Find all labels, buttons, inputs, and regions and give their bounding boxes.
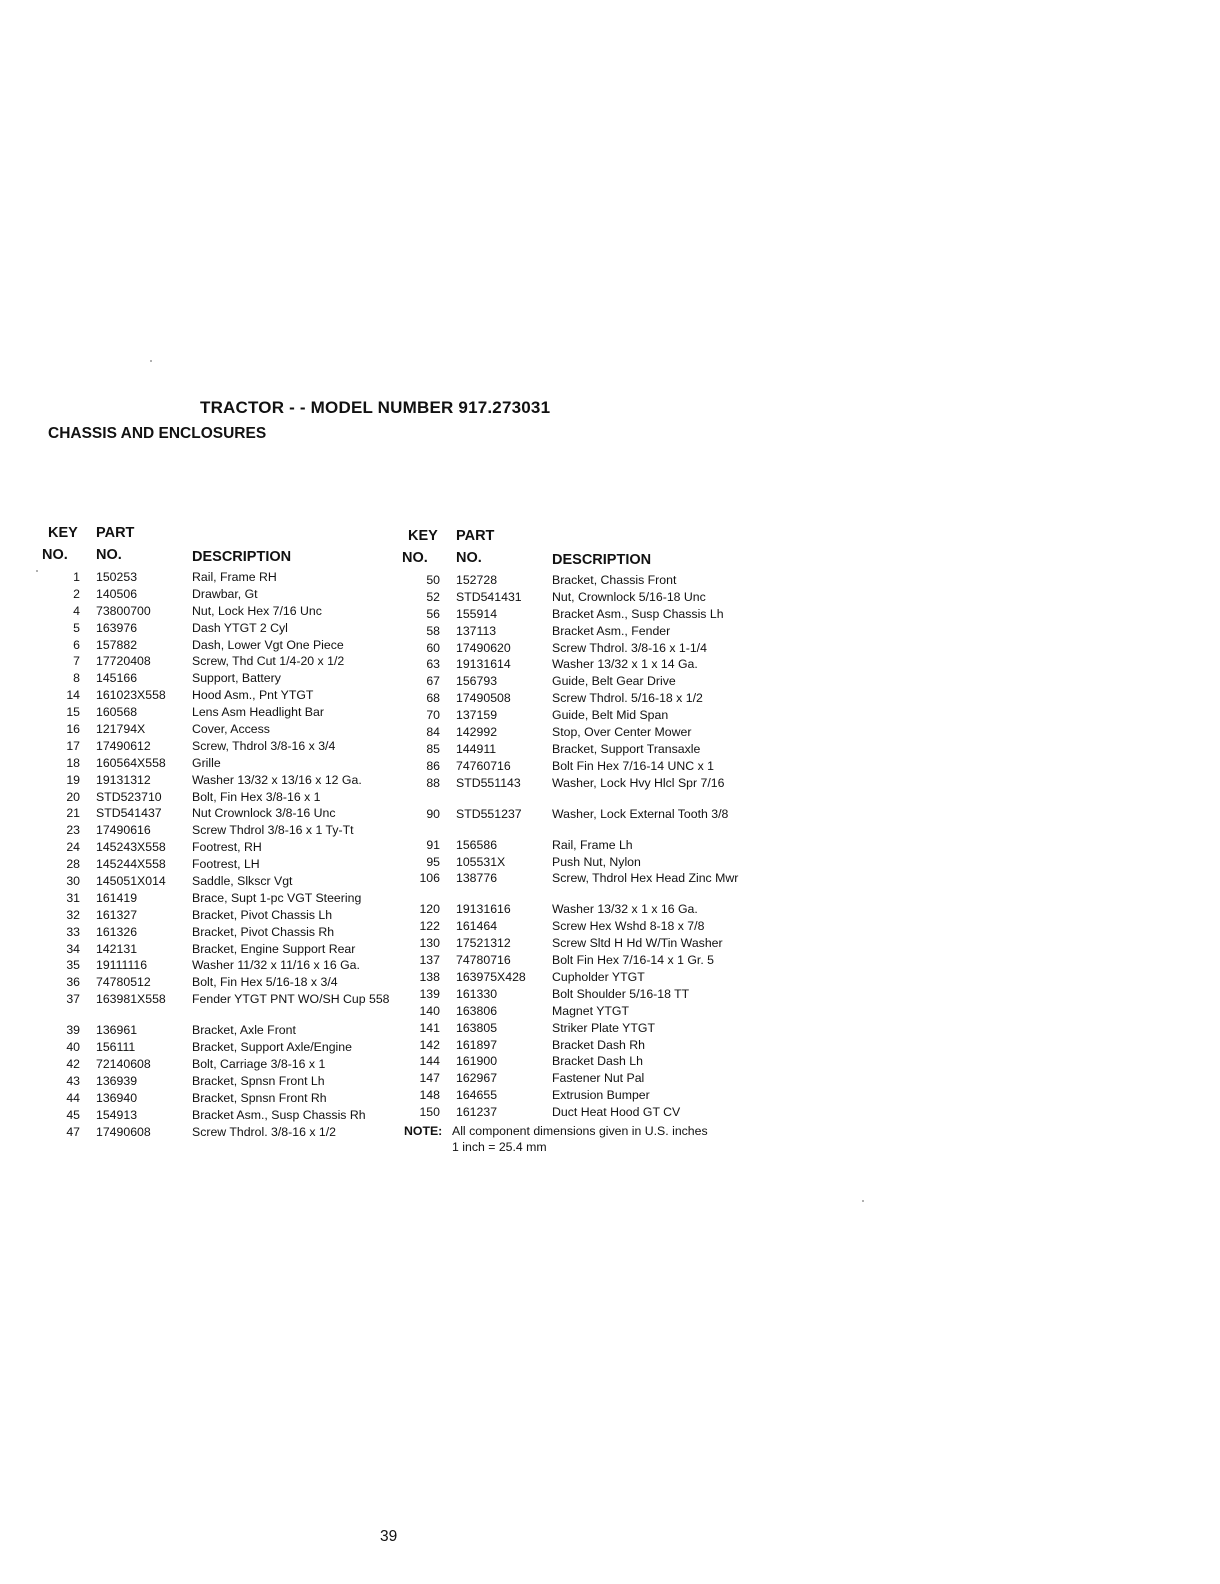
key-header-line2: NO. xyxy=(42,547,68,563)
description: Grille xyxy=(192,755,221,770)
table-row xyxy=(400,724,780,741)
description: Bolt, Fin Hex 5/16-18 x 3/4 xyxy=(192,975,338,990)
part-no: 17490608 xyxy=(96,1124,151,1139)
description: Magnet YTGT xyxy=(552,1003,629,1018)
description: Washer, Lock Hvy Hlcl Spr 7/16 xyxy=(552,775,725,790)
description: Dash, Lower Vgt One Piece xyxy=(192,637,344,652)
description: Washer 13/32 x 1 x 14 Ga. xyxy=(552,657,698,672)
description: Washer 13/32 x 13/16 x 12 Ga. xyxy=(192,772,362,787)
section-subtitle: CHASSIS AND ENCLOSURES xyxy=(48,425,267,442)
table-row xyxy=(40,603,420,620)
description: Screw Thdrol. 5/16-18 x 1/2 xyxy=(552,691,703,706)
table-row xyxy=(400,918,780,935)
table-row xyxy=(40,637,420,654)
key-no: 23 xyxy=(66,823,80,838)
key-no: 16 xyxy=(66,722,80,737)
table-row xyxy=(400,1037,780,1054)
table-row xyxy=(40,805,420,822)
scan-speck xyxy=(862,1200,864,1202)
part-no: 161326 xyxy=(96,924,138,939)
description: Screw Thdrol. 3/8-16 x 1-1/4 xyxy=(552,640,707,655)
page-number: 39 xyxy=(380,1528,398,1545)
key-no: 70 xyxy=(426,708,440,723)
table-row xyxy=(400,1053,780,1070)
description: Screw Hex Wshd 8-18 x 7/8 xyxy=(552,919,705,934)
description: Fender YTGT PNT WO/SH Cup 558 xyxy=(192,992,390,1007)
key-no: 90 xyxy=(426,806,440,821)
description: Footrest, LH xyxy=(192,857,260,872)
table-row xyxy=(40,1039,420,1056)
key-no: 2 xyxy=(73,586,80,601)
description: Footrest, RH xyxy=(192,840,262,855)
description: Cover, Access xyxy=(192,722,270,737)
table-row xyxy=(400,606,780,623)
table-header-right xyxy=(400,528,780,572)
key-no: 35 xyxy=(66,958,80,973)
table-row xyxy=(40,873,420,890)
part-no: STD551143 xyxy=(456,775,521,790)
table-row xyxy=(40,890,420,907)
key-no: 42 xyxy=(66,1057,80,1072)
key-no: 142 xyxy=(419,1037,440,1052)
key-no: 67 xyxy=(426,674,440,689)
table-row xyxy=(40,822,420,839)
table-header-left xyxy=(40,525,420,569)
part-no: 17490612 xyxy=(96,738,151,753)
description: Fastener Nut Pal xyxy=(552,1071,645,1086)
key-no: 45 xyxy=(66,1107,80,1122)
table-row xyxy=(400,854,780,871)
description: Bracket, Spnsn Front Rh xyxy=(192,1090,327,1105)
key-no: 34 xyxy=(66,941,80,956)
key-no: 56 xyxy=(426,606,440,621)
part-no: 17521312 xyxy=(456,936,511,951)
description: Dash YTGT 2 Cyl xyxy=(192,620,288,635)
key-no: 147 xyxy=(419,1071,440,1086)
key-no: 17 xyxy=(66,738,80,753)
description: Bracket, Support Transaxle xyxy=(552,741,701,756)
description: Bracket, Chassis Front xyxy=(552,573,677,587)
key-no: 6 xyxy=(73,637,80,652)
key-no: 58 xyxy=(426,623,440,638)
table-row xyxy=(400,656,780,673)
dimensions-note xyxy=(400,1123,780,1157)
key-header-line1: KEY xyxy=(48,525,78,541)
key-no: 15 xyxy=(66,705,80,720)
description: Nut, Crownlock 5/16-18 Unc xyxy=(552,589,706,604)
table-row xyxy=(40,1107,420,1124)
part-no: STD541431 xyxy=(456,589,522,604)
description: Striker Plate YTGT xyxy=(552,1020,655,1035)
description: Bracket Asm., Susp Chassis Rh xyxy=(192,1107,366,1122)
key-no: 63 xyxy=(426,657,440,672)
part-header-line1: PART xyxy=(456,528,495,544)
description: Screw, Thd Cut 1/4-20 x 1/2 xyxy=(192,654,345,669)
key-no: 50 xyxy=(426,573,440,587)
table-row xyxy=(400,935,780,952)
key-no: 37 xyxy=(66,992,80,1007)
part-no: 137113 xyxy=(456,623,497,638)
note-label: NOTE: xyxy=(404,1124,443,1139)
part-no: 160568 xyxy=(96,705,138,720)
key-no: 14 xyxy=(66,688,80,703)
parts-table-left xyxy=(40,525,420,1141)
key-no: 43 xyxy=(66,1073,80,1088)
description: Rail, Frame RH xyxy=(192,570,277,584)
table-row xyxy=(40,907,420,924)
key-no: 5 xyxy=(73,620,80,635)
description: Bracket Asm., Fender xyxy=(552,623,671,638)
key-no: 21 xyxy=(66,806,80,821)
table-row xyxy=(400,986,780,1003)
key-header-line1: KEY xyxy=(408,528,438,544)
table-row xyxy=(40,789,420,806)
part-no: 19131312 xyxy=(96,772,151,787)
key-no: 24 xyxy=(66,840,80,855)
table-row xyxy=(40,957,420,974)
table-row xyxy=(40,653,420,670)
description: Extrusion Bumper xyxy=(552,1088,650,1103)
part-no: STD551237 xyxy=(456,806,522,821)
part-header-line2: NO. xyxy=(96,547,122,563)
part-no: 136939 xyxy=(96,1073,138,1088)
table-row xyxy=(400,1020,780,1037)
part-no: 74780716 xyxy=(456,953,511,968)
key-no: 150 xyxy=(419,1105,440,1120)
key-no: 52 xyxy=(426,589,440,604)
description: Bolt, Fin Hex 3/8-16 x 1 xyxy=(192,789,321,804)
note-line-2: 1 inch = 25.4 mm xyxy=(452,1140,547,1155)
table-row xyxy=(40,1056,420,1073)
key-no: 47 xyxy=(66,1124,80,1139)
table-row xyxy=(40,620,420,637)
part-no: 74780512 xyxy=(96,975,151,990)
table-row xyxy=(40,586,420,603)
page-title: TRACTOR - - MODEL NUMBER 917.273031 xyxy=(200,398,551,417)
part-no: 19111116 xyxy=(96,958,148,973)
description: Screw, Thdrol 3/8-16 x 3/4 xyxy=(192,738,336,753)
description: Saddle, Slkscr Vgt xyxy=(192,874,293,889)
part-no: 136961 xyxy=(96,1023,138,1038)
table-row xyxy=(40,704,420,721)
key-no: 20 xyxy=(66,789,80,804)
description: Push Nut, Nylon xyxy=(552,854,641,869)
description: Bracket, Engine Support Rear xyxy=(192,941,356,956)
part-no: 161900 xyxy=(456,1054,498,1069)
part-no: 121794X xyxy=(96,722,146,737)
description: Screw Thdrol. 3/8-16 x 1/2 xyxy=(192,1124,336,1139)
part-no: 144911 xyxy=(456,741,497,756)
part-no: 161023X558 xyxy=(96,688,166,703)
description: Washer 11/32 x 11/16 x 16 Ga. xyxy=(192,958,360,973)
rows-left xyxy=(40,569,420,1141)
table-row xyxy=(400,741,780,758)
key-no: 139 xyxy=(419,986,440,1001)
rows-right xyxy=(400,572,780,1121)
part-no: 138776 xyxy=(456,871,498,886)
key-no: 122 xyxy=(419,919,440,934)
description: Guide, Belt Gear Drive xyxy=(552,674,676,689)
table-row xyxy=(400,623,780,640)
part-no: 73800700 xyxy=(96,603,151,618)
description: Nut Crownlock 3/8-16 Unc xyxy=(192,806,336,821)
table-row xyxy=(400,1087,780,1104)
table-row xyxy=(400,640,780,657)
description: Duct Heat Hood GT CV xyxy=(552,1105,681,1120)
scan-speck xyxy=(150,360,152,362)
part-no: 152728 xyxy=(456,573,498,587)
table-row xyxy=(400,673,780,690)
table-row xyxy=(400,1003,780,1020)
key-no: 31 xyxy=(66,890,80,905)
key-no: 86 xyxy=(426,758,440,773)
key-no: 148 xyxy=(419,1088,440,1103)
key-no: 36 xyxy=(66,975,80,990)
description: Bracket, Pivot Chassis Rh xyxy=(192,924,335,939)
table-row xyxy=(400,969,780,986)
table-row xyxy=(40,721,420,738)
key-no: 91 xyxy=(426,837,440,852)
description: Bracket Dash Rh xyxy=(552,1037,645,1052)
description: Support, Battery xyxy=(192,671,281,686)
table-row xyxy=(40,755,420,772)
part-no: 150253 xyxy=(96,570,138,584)
part-no: 156793 xyxy=(456,674,498,689)
key-no: 60 xyxy=(426,640,440,655)
part-no: 72140608 xyxy=(96,1057,151,1072)
part-no: 19131614 xyxy=(456,657,511,672)
scan-speck xyxy=(36,570,38,572)
description: Bracket Dash Lh xyxy=(552,1054,643,1069)
part-no: 164655 xyxy=(456,1088,498,1103)
part-no: 163805 xyxy=(456,1020,498,1035)
description: Cupholder YTGT xyxy=(552,970,645,985)
key-no: 33 xyxy=(66,924,80,939)
description: Screw Sltd H Hd W/Tin Washer xyxy=(552,936,723,951)
part-no: 142992 xyxy=(456,725,498,740)
part-no: 17490616 xyxy=(96,823,151,838)
part-no: 161327 xyxy=(96,907,138,922)
description: Bolt, Carriage 3/8-16 x 1 xyxy=(192,1057,326,1072)
part-no: 142131 xyxy=(96,941,138,956)
table-row xyxy=(40,687,420,704)
description: Screw, Thdrol Hex Head Zinc Mwr xyxy=(552,871,739,886)
table-row xyxy=(40,856,420,873)
description: Nut, Lock Hex 7/16 Unc xyxy=(192,603,322,618)
table-row xyxy=(400,707,780,724)
part-no: 156111 xyxy=(96,1040,136,1055)
part-no: 145166 xyxy=(96,671,138,686)
table-row xyxy=(40,839,420,856)
description: Brace, Supt 1-pc VGT Steering xyxy=(192,890,362,905)
description: Rail, Frame Lh xyxy=(552,837,633,852)
table-row xyxy=(40,1090,420,1107)
key-no: 144 xyxy=(419,1054,440,1069)
table-row xyxy=(400,837,780,854)
table-row xyxy=(400,806,780,837)
description: Screw Thdrol 3/8-16 x 1 Ty-Tt xyxy=(192,823,354,838)
description: Washer, Lock External Tooth 3/8 xyxy=(552,806,729,821)
description: Guide, Belt Mid Span xyxy=(552,708,669,723)
part-no: 154913 xyxy=(96,1107,138,1122)
key-no: 138 xyxy=(419,970,440,985)
part-no: 161330 xyxy=(456,986,498,1001)
part-no: 145051X014 xyxy=(96,874,166,889)
table-row xyxy=(400,589,780,606)
part-no: 157882 xyxy=(96,637,138,652)
part-no: STD541437 xyxy=(96,806,162,821)
table-row xyxy=(40,1073,420,1090)
part-no: 17720408 xyxy=(96,654,151,669)
description-header: DESCRIPTION xyxy=(192,549,292,565)
part-header-line2: NO. xyxy=(456,550,482,566)
part-no: 19131616 xyxy=(456,902,511,917)
part-no: 162967 xyxy=(456,1071,498,1086)
key-no: 32 xyxy=(66,907,80,922)
key-no: 39 xyxy=(66,1023,80,1038)
part-no: 74760716 xyxy=(456,758,511,773)
table-row xyxy=(400,952,780,969)
key-no: 30 xyxy=(66,874,80,889)
key-no: 1 xyxy=(73,570,80,584)
part-no: 161419 xyxy=(96,890,138,905)
table-row xyxy=(40,738,420,755)
table-row xyxy=(40,1022,420,1039)
note-line-1: All component dimensions given in U.S. inches xyxy=(452,1124,708,1139)
key-no: 40 xyxy=(66,1040,80,1055)
key-no: 8 xyxy=(73,671,80,686)
part-no: 161237 xyxy=(456,1105,498,1120)
table-row xyxy=(40,670,420,687)
part-no: 163976 xyxy=(96,620,138,635)
part-no: 156586 xyxy=(456,837,498,852)
description: Bolt Shoulder 5/16-18 TT xyxy=(552,986,690,1001)
key-no: 140 xyxy=(419,1003,440,1018)
key-no: 130 xyxy=(419,936,440,951)
table-row xyxy=(40,991,420,1022)
key-no: 137 xyxy=(419,953,440,968)
part-no: 163806 xyxy=(456,1003,498,1018)
key-no: 7 xyxy=(73,654,80,669)
key-no: 120 xyxy=(419,902,440,917)
table-row xyxy=(400,758,780,775)
part-no: 163981X558 xyxy=(96,992,166,1007)
description: Stop, Over Center Mower xyxy=(552,725,692,740)
part-no: 17490620 xyxy=(456,640,511,655)
description: Hood Asm., Pnt YTGT xyxy=(192,688,314,703)
description: Bracket, Spnsn Front Lh xyxy=(192,1073,325,1088)
key-no: 95 xyxy=(426,854,440,869)
key-no: 44 xyxy=(66,1090,80,1105)
table-row xyxy=(400,1104,780,1121)
description: Bracket Asm., Susp Chassis Lh xyxy=(552,606,724,621)
key-no: 141 xyxy=(419,1020,440,1035)
table-row xyxy=(400,572,780,589)
description: Bolt Fin Hex 7/16-14 x 1 Gr. 5 xyxy=(552,953,714,968)
part-no: 105531X xyxy=(456,854,506,869)
description-header: DESCRIPTION xyxy=(552,552,652,568)
table-row xyxy=(400,901,780,918)
part-no: 137159 xyxy=(456,708,498,723)
description: Lens Asm Headlight Bar xyxy=(192,705,324,720)
part-no: 155914 xyxy=(456,606,498,621)
table-row xyxy=(40,1124,420,1141)
table-row xyxy=(40,924,420,941)
description: Washer 13/32 x 1 x 16 Ga. xyxy=(552,902,698,917)
part-header-line1: PART xyxy=(96,525,135,541)
part-no: STD523710 xyxy=(96,789,162,804)
part-no: 136940 xyxy=(96,1090,138,1105)
table-row xyxy=(40,772,420,789)
note-text xyxy=(452,1123,772,1155)
parts-table-right xyxy=(400,528,780,1157)
part-no: 161464 xyxy=(456,919,498,934)
part-no: 160564X558 xyxy=(96,755,166,770)
table-row xyxy=(400,775,780,806)
description: Bracket, Pivot Chassis Lh xyxy=(192,907,333,922)
key-no: 84 xyxy=(426,725,440,740)
table-row xyxy=(40,974,420,991)
table-row xyxy=(400,1070,780,1087)
table-row xyxy=(40,941,420,958)
part-no: 161897 xyxy=(456,1037,498,1052)
key-no: 68 xyxy=(426,691,440,706)
table-row xyxy=(400,870,780,901)
part-no: 145244X558 xyxy=(96,857,166,872)
key-no: 106 xyxy=(419,871,440,886)
key-no: 28 xyxy=(66,857,80,872)
key-no: 19 xyxy=(66,772,80,787)
part-no: 163975X428 xyxy=(456,970,526,985)
key-no: 18 xyxy=(66,755,80,770)
table-row xyxy=(400,690,780,707)
part-no: 145243X558 xyxy=(96,840,166,855)
key-no: 4 xyxy=(73,603,80,618)
key-no: 88 xyxy=(426,775,440,790)
description: Bracket, Axle Front xyxy=(192,1023,296,1038)
key-no: 85 xyxy=(426,741,440,756)
description: Drawbar, Gt xyxy=(192,586,258,601)
part-no: 140506 xyxy=(96,586,138,601)
key-header-line2: NO. xyxy=(402,550,428,566)
description: Bracket, Support Axle/Engine xyxy=(192,1040,352,1055)
description: Bolt Fin Hex 7/16-14 UNC x 1 xyxy=(552,758,714,773)
part-no: 17490508 xyxy=(456,691,511,706)
table-row xyxy=(40,569,420,586)
